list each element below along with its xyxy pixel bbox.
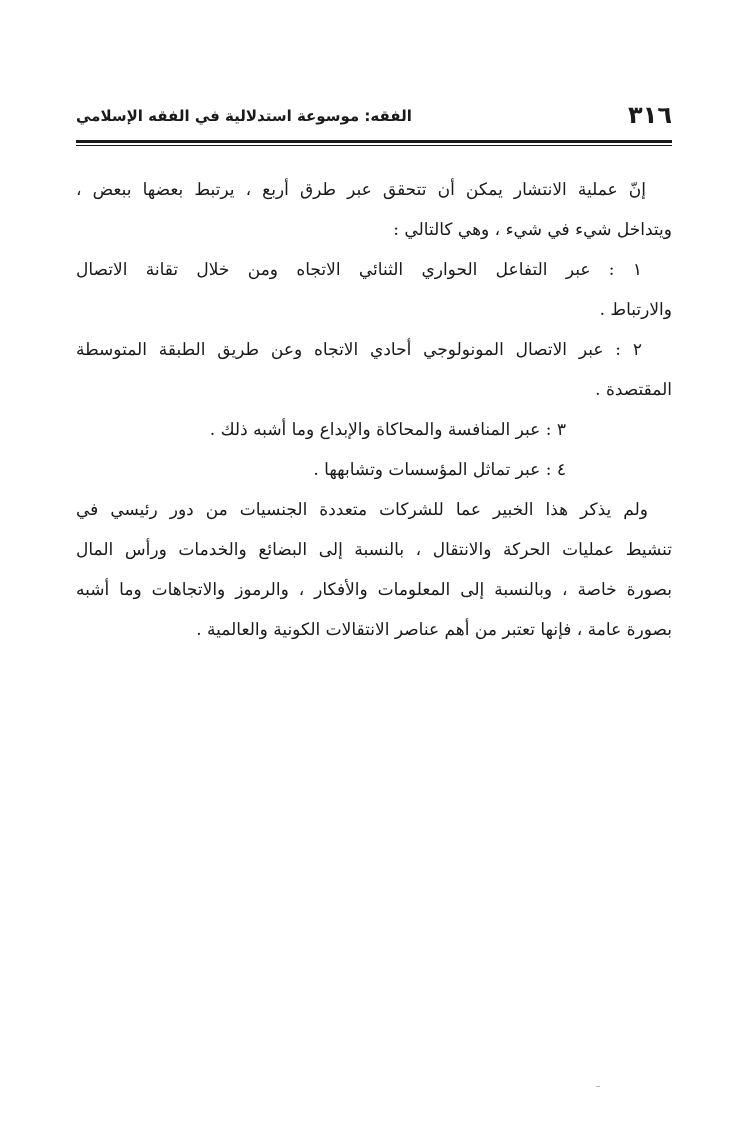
paragraph-line: بصورة عامة ، فإنها تعتبر من أهم عناصر الانتقالات الكونية والعالمية . [196, 620, 672, 640]
paragraph-line: ويتداخل شيء في شيء ، وهي كالتالي : [393, 220, 672, 240]
header-rule-thin [76, 145, 672, 146]
list-item-line: المقتصدة . [595, 380, 672, 400]
paragraph-line: ولم يذكر هذا الخبير عما للشركات متعددة الجنسيات من دور رئيسي في [76, 500, 648, 520]
paragraph-line: تنشيط عمليات الحركة والانتقال ، بالنسبة إلى البضائع والخدمات ورأس المال [76, 540, 672, 560]
list-item-line: ٣ : عبر المنافسة والمحاكاة والإبداع وما أشبه ذلك . [209, 420, 566, 440]
page-number: ٣١٦ [628, 101, 672, 129]
list-item-line: ٢ : عبر الاتصال المونولوجي أحادي الاتجاه وعن طريق الطبقة المتوسطة [76, 340, 642, 360]
list-item-line: والارتباط . [599, 300, 672, 320]
running-title: الفقه: موسوعة استدلالية في الفقه الإسلامي [76, 107, 412, 125]
header-rule-thick [76, 140, 672, 143]
paragraph-line: إنّ عملية الانتشار يمكن أن تتحقق عبر طرق أربع ، يرتبط بعضها ببعض ، [76, 180, 646, 200]
page-header [76, 100, 672, 134]
list-item-line: ٤ : عبر تماثل المؤسسات وتشابهها . [313, 460, 566, 480]
list-item-line: ١ : عبر التفاعل الحواري الثنائي الاتجاه ومن خلال تقانة الاتصال [76, 260, 642, 280]
paragraph-line: بصورة خاصة ، وبالنسبة إلى المعلومات والأفكار ، والرموز والاتجاهات وما أشبه [76, 580, 672, 600]
scan-mark [596, 1086, 600, 1087]
body-text [76, 170, 672, 650]
